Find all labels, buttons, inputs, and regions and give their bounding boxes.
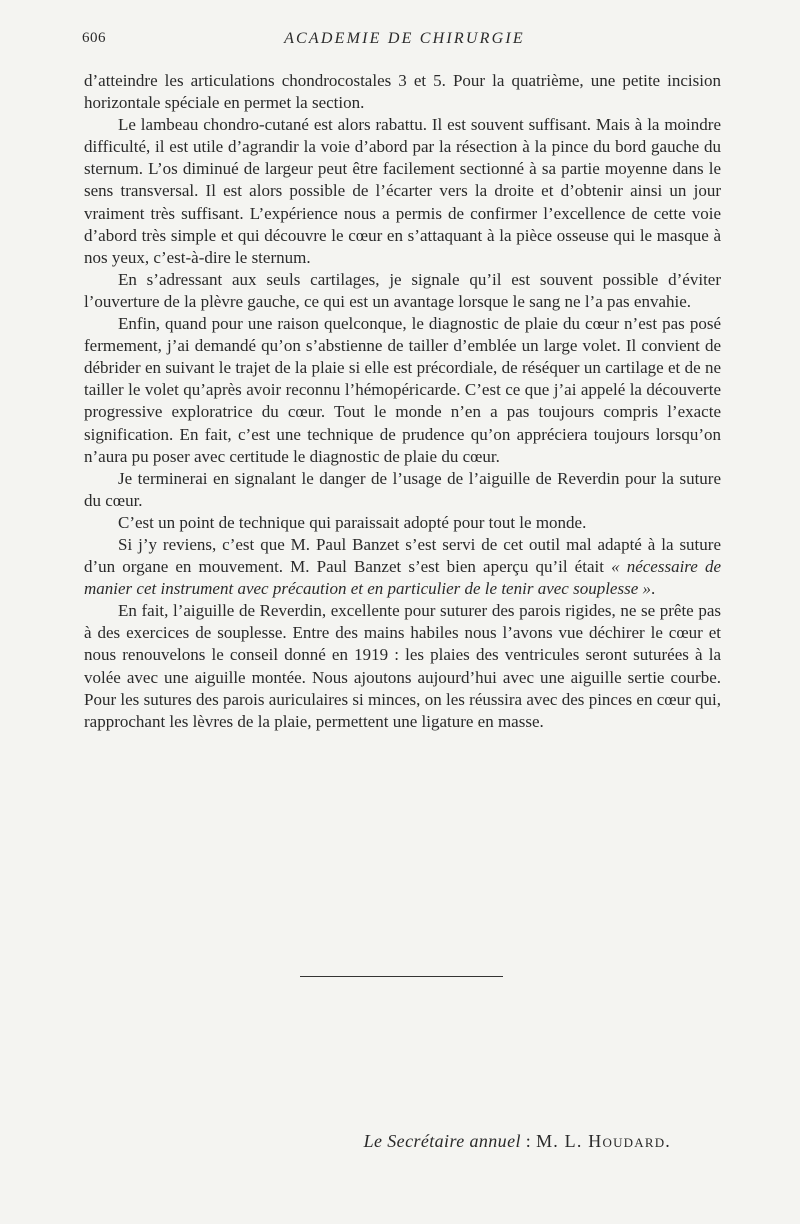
paragraph-7 <box>84 534 721 600</box>
paragraph-8: En fait, l’aiguille de Reverdin, excellente pour suturer des parois rigides, ne se prête pas à des exercices de souplesse. Entre des mains habiles nous l’avons vue déchirer le cœur et nous renouvelons le conseil donné en 1919 : les plaies des ventricules seront suturées à la volée avec une aiguille montée. Nous ajoutons aujourd’hui avec une aiguille sertie courbe. Pour les sutures des parois auriculaires si minces, on les réussira avec des pinces en cœur qui, rapprochant les lèvres de la plaie, permettent une ligature en masse. <box>84 601 721 731</box>
signature-separator: : <box>520 1131 537 1151</box>
signature-name: M. L. Houdard. <box>536 1131 671 1151</box>
paragraph-6: C’est un point de technique qui paraissait adopté pour tout le monde. <box>118 512 587 532</box>
paragraph-2: Le lambeau chondro-cutané est alors rabattu. Il est souvent suffisant. Mais à la moindre difficulté, il est utile d’agrandir la voie d’abord par la résection à la pince du bord gauche du sternum. L’os diminué de largeur peut être facilement sectionné à sa partie moyenne dans le sens transversal. Il est alors possible de l’écarter vers la droite et d’obtenir ainsi un jour vraiment très suffisant. L’expérience nous a permis de confirmer l’excellence de cette voie d’abord très simple et qui découvre le cœur en s’attaquant à la pièce osseuse qui le masque à nos yeux, c’est-à-dire le sternum. <box>84 115 721 267</box>
paragraph-7-end: . <box>651 579 656 599</box>
page-number: 606 <box>82 30 106 46</box>
section-divider <box>300 976 503 977</box>
signature-label: Le Secrétaire annuel <box>363 1131 521 1151</box>
signature-line <box>364 1131 671 1152</box>
paragraph-1: d’atteindre les articulations chondrocostales 3 et 5. Pour la quatrième, une petite incision horizontale spéciale en permet la section. <box>84 71 721 113</box>
page-header <box>82 30 712 54</box>
body-text <box>84 70 721 733</box>
paragraph-3: En s’adressant aux seuls cartilages, je signale qu’il est souvent possible d’éviter l’ouverture de la plèvre gauche, ce qui est un avantage lorsque le sang ne l’a pas envahie. <box>84 269 721 311</box>
banzet-quote: « nécessaire de manier cet instrument avec précaution et en particulier de le tenir avec souplesse » <box>84 557 721 599</box>
running-title: ACADEMIE DE CHIRURGIE <box>284 30 525 47</box>
paragraph-5: Je terminerai en signalant le danger de l’usage de l’aiguille de Reverdin pour la suture du cœur. <box>84 468 721 510</box>
paragraph-7-text: Si j’y reviens, c’est que M. Paul Banzet s’est servi de cet outil mal adapté à la suture d’un organe en mouvement. M. Paul Banzet s’est bien aperçu qu’il était <box>84 534 721 577</box>
paragraph-4: Enfin, quand pour une raison quelconque, le diagnostic de plaie du cœur n’est pas posé fermement, j’ai demandé qu’on s’abstienne de tailler d’emblée un large volet. Il convient de débrider en suivant le trajet de la plaie si elle est précordiale, de réséquer un cartilage et de ne tailler le volet qu’après avoir reconnu l’hémopéricarde. C’est ce que j’ai appelé la découverte progressive exploratrice du cœur. Tout le monde n’en a pas toujours compris l’exacte signification. En fait, c’est une technique de prudence qu’on appréciera toujours lorsqu’on n’aura pu poser avec certitude le diagnostic de plaie du cœur. <box>84 314 721 466</box>
